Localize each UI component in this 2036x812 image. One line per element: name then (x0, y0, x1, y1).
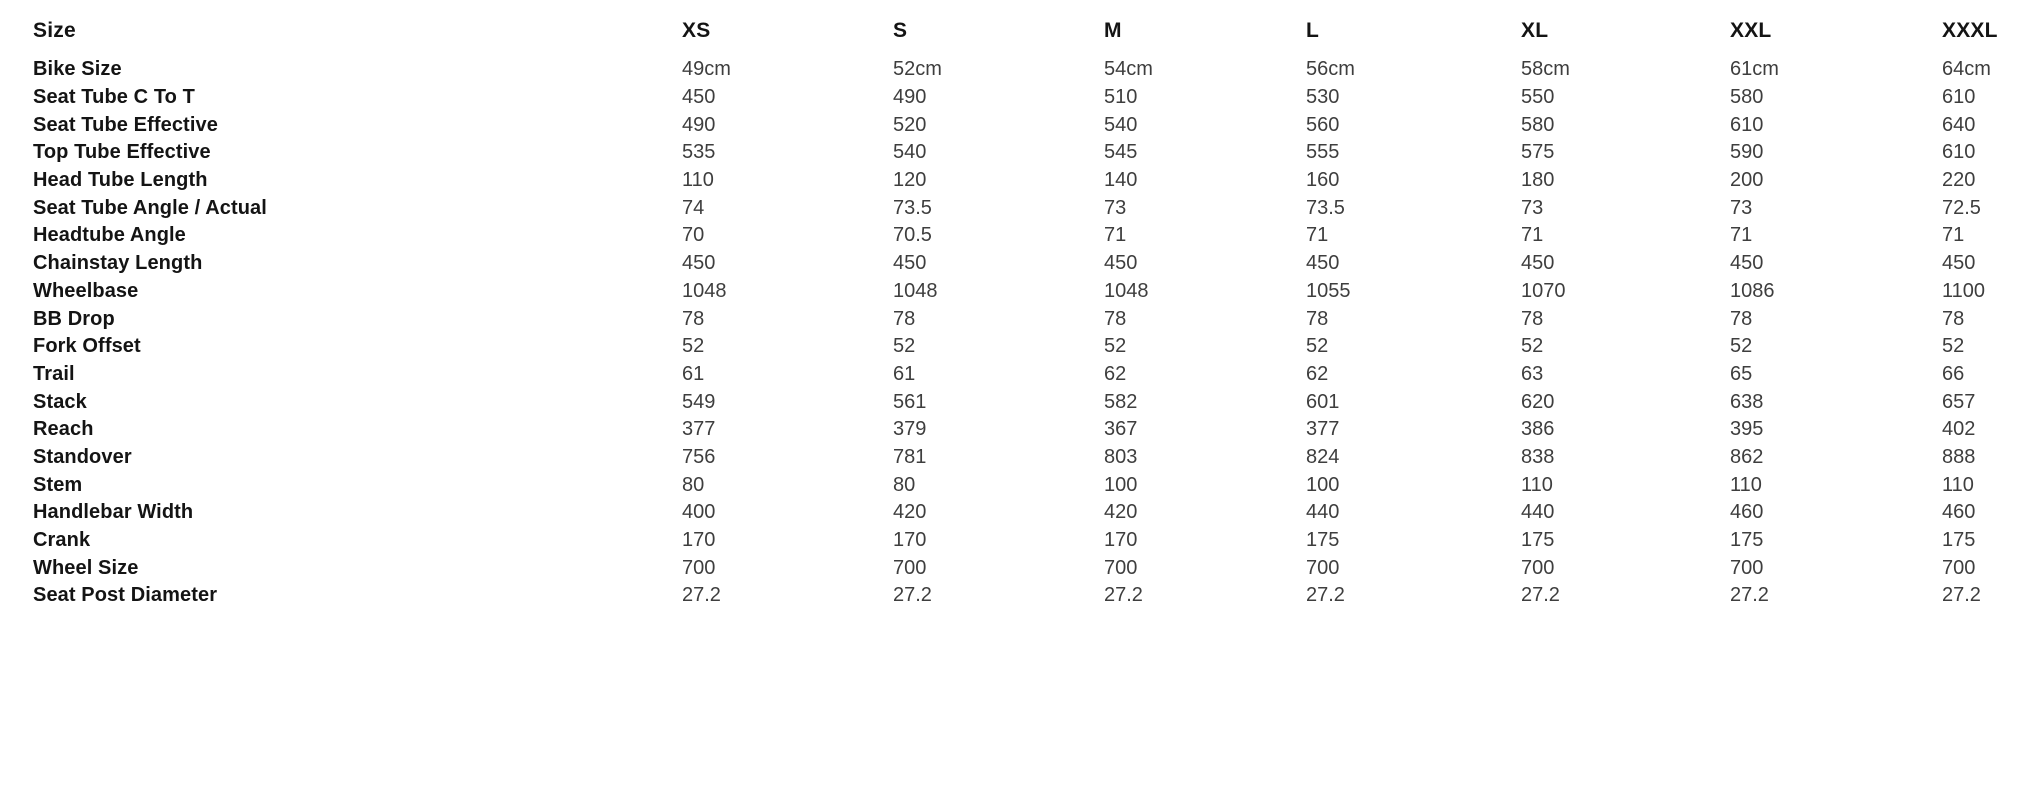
cell-value: 460 (1730, 501, 1764, 524)
cell-value: 71 (1521, 224, 1544, 247)
cell-value: 610 (1942, 141, 1976, 164)
cell-value: 170 (893, 529, 927, 552)
cell-value: 657 (1942, 390, 1976, 413)
cell-value: 550 (1521, 86, 1555, 109)
table-row (33, 527, 2036, 555)
row-label: Wheelbase (33, 279, 139, 302)
cell-value: 450 (1104, 252, 1138, 275)
cell-value: 27.2 (1104, 584, 1143, 607)
cell-value: 640 (1942, 113, 1976, 136)
cell-value: 52 (1306, 335, 1329, 358)
cell-value: 1086 (1730, 279, 1775, 302)
cell-value: 27.2 (1306, 584, 1345, 607)
cell-value: 52 (682, 335, 705, 358)
size-column-header-m: M (1104, 19, 1122, 42)
cell-value: 888 (1942, 445, 1976, 468)
cell-value: 52cm (893, 58, 942, 81)
cell-value: 63 (1521, 362, 1544, 385)
cell-value: 160 (1306, 169, 1340, 192)
cell-value: 700 (682, 556, 716, 579)
table-row (33, 167, 2036, 195)
cell-value: 756 (682, 445, 716, 468)
cell-value: 71 (1306, 224, 1329, 247)
cell-value: 110 (682, 169, 714, 192)
cell-value: 450 (1942, 252, 1976, 275)
row-label: Seat Post Diameter (33, 584, 218, 607)
cell-value: 700 (1521, 556, 1555, 579)
row-label: Chainstay Length (33, 252, 203, 275)
cell-value: 610 (1730, 113, 1764, 136)
size-column-header-xl: XL (1521, 19, 1549, 42)
cell-value: 27.2 (1730, 584, 1769, 607)
row-label: Handlebar Width (33, 501, 194, 524)
row-label: Seat Tube C To T (33, 86, 195, 109)
cell-value: 367 (1104, 418, 1138, 441)
table-row (33, 444, 2036, 472)
cell-value: 78 (1942, 307, 1965, 330)
row-label: Headtube Angle (33, 224, 186, 247)
cell-value: 64cm (1942, 58, 1991, 81)
row-label: Bike Size (33, 58, 122, 81)
cell-value: 440 (1521, 501, 1555, 524)
size-column-header-xs: XS (682, 19, 711, 42)
row-label: Crank (33, 529, 91, 552)
cell-value: 601 (1306, 390, 1340, 413)
table-row (33, 56, 2036, 84)
cell-value: 170 (1104, 529, 1138, 552)
cell-value: 490 (893, 86, 927, 109)
row-label: Fork Offset (33, 335, 141, 358)
cell-value: 100 (1306, 473, 1340, 496)
cell-value: 80 (893, 473, 916, 496)
row-label: Standover (33, 445, 132, 468)
cell-value: 700 (1730, 556, 1764, 579)
cell-value: 700 (1104, 556, 1138, 579)
cell-value: 700 (1942, 556, 1976, 579)
size-column-header-s: S (893, 19, 908, 42)
cell-value: 52 (1942, 335, 1965, 358)
cell-value: 582 (1104, 390, 1138, 413)
table-row (33, 222, 2036, 250)
cell-value: 54cm (1104, 58, 1153, 81)
row-label: BB Drop (33, 307, 115, 330)
cell-value: 781 (893, 445, 927, 468)
table-row (33, 84, 2036, 112)
cell-value: 73 (1104, 196, 1127, 219)
cell-value: 52 (893, 335, 916, 358)
cell-value: 71 (1104, 224, 1127, 247)
cell-value: 78 (1521, 307, 1544, 330)
cell-value: 1100 (1942, 279, 1986, 302)
table-row (33, 305, 2036, 333)
header-row (33, 14, 2036, 56)
size-column-header-xxl: XXL (1730, 19, 1772, 42)
row-label: Stack (33, 390, 87, 413)
cell-value: 200 (1730, 169, 1764, 192)
table-row (33, 361, 2036, 389)
cell-value: 620 (1521, 390, 1555, 413)
cell-value: 460 (1942, 501, 1976, 524)
cell-value: 220 (1942, 169, 1976, 192)
cell-value: 561 (893, 390, 927, 413)
cell-value: 71 (1730, 224, 1753, 247)
cell-value: 49cm (682, 58, 731, 81)
cell-value: 575 (1521, 141, 1555, 164)
cell-value: 73 (1730, 196, 1753, 219)
cell-value: 110 (1730, 473, 1762, 496)
cell-value: 56cm (1306, 58, 1355, 81)
cell-value: 450 (1306, 252, 1340, 275)
cell-value: 560 (1306, 113, 1340, 136)
table-row (33, 416, 2036, 444)
cell-value: 140 (1104, 169, 1138, 192)
table-row (33, 111, 2036, 139)
cell-value: 52 (1521, 335, 1544, 358)
cell-value: 379 (893, 418, 927, 441)
cell-value: 78 (682, 307, 705, 330)
cell-value: 1048 (1104, 279, 1149, 302)
cell-value: 545 (1104, 141, 1138, 164)
row-label: Wheel Size (33, 556, 139, 579)
cell-value: 420 (893, 501, 927, 524)
cell-value: 440 (1306, 501, 1340, 524)
cell-value: 73.5 (1306, 196, 1345, 219)
table-row (33, 388, 2036, 416)
cell-value: 450 (893, 252, 927, 275)
row-label: Head Tube Length (33, 169, 208, 192)
cell-value: 80 (682, 473, 705, 496)
table-row (33, 582, 2036, 610)
row-label: Reach (33, 418, 94, 441)
cell-value: 70 (682, 224, 705, 247)
geometry-table-body (33, 56, 2036, 610)
cell-value: 549 (682, 390, 716, 413)
cell-value: 1070 (1521, 279, 1566, 302)
cell-value: 74 (682, 196, 705, 219)
table-row (33, 250, 2036, 278)
cell-value: 71 (1942, 224, 1965, 247)
cell-value: 73 (1521, 196, 1544, 219)
cell-value: 72.5 (1942, 196, 1981, 219)
cell-value: 1055 (1306, 279, 1351, 302)
cell-value: 700 (1306, 556, 1340, 579)
table-row (33, 554, 2036, 582)
cell-value: 175 (1306, 529, 1340, 552)
size-header-label: Size (33, 19, 76, 42)
cell-value: 700 (893, 556, 927, 579)
cell-value: 377 (1306, 418, 1340, 441)
table-row (33, 471, 2036, 499)
cell-value: 175 (1521, 529, 1555, 552)
cell-value: 175 (1942, 529, 1976, 552)
cell-value: 838 (1521, 445, 1555, 468)
cell-value: 70.5 (893, 224, 932, 247)
table-row (33, 278, 2036, 306)
cell-value: 580 (1521, 113, 1555, 136)
cell-value: 78 (1306, 307, 1329, 330)
size-column-header-xxxl: XXXL (1942, 19, 1998, 42)
table-row (33, 139, 2036, 167)
cell-value: 62 (1306, 362, 1329, 385)
cell-value: 580 (1730, 86, 1764, 109)
cell-value: 400 (682, 501, 716, 524)
cell-value: 510 (1104, 86, 1138, 109)
row-label: Trail (33, 362, 75, 385)
cell-value: 530 (1306, 86, 1340, 109)
cell-value: 175 (1730, 529, 1764, 552)
row-label: Top Tube Effective (33, 141, 211, 164)
cell-value: 450 (1730, 252, 1764, 275)
cell-value: 540 (1104, 113, 1138, 136)
cell-value: 450 (682, 252, 716, 275)
table-row (33, 194, 2036, 222)
cell-value: 862 (1730, 445, 1764, 468)
cell-value: 110 (1521, 473, 1553, 496)
cell-value: 73.5 (893, 196, 932, 219)
table-row (33, 499, 2036, 527)
cell-value: 65 (1730, 362, 1753, 385)
cell-value: 52 (1730, 335, 1753, 358)
cell-value: 402 (1942, 418, 1976, 441)
cell-value: 78 (893, 307, 916, 330)
size-column-header-l: L (1306, 19, 1320, 42)
cell-value: 824 (1306, 445, 1340, 468)
cell-value: 638 (1730, 390, 1764, 413)
cell-value: 520 (893, 113, 927, 136)
cell-value: 170 (682, 529, 716, 552)
cell-value: 110 (1942, 473, 1974, 496)
cell-value: 490 (682, 113, 716, 136)
cell-value: 61 (682, 362, 705, 385)
cell-value: 540 (893, 141, 927, 164)
cell-value: 100 (1104, 473, 1138, 496)
cell-value: 590 (1730, 141, 1764, 164)
cell-value: 395 (1730, 418, 1764, 441)
cell-value: 803 (1104, 445, 1138, 468)
cell-value: 450 (1521, 252, 1555, 275)
cell-value: 78 (1730, 307, 1753, 330)
geometry-table (33, 14, 2036, 610)
cell-value: 420 (1104, 501, 1138, 524)
cell-value: 62 (1104, 362, 1127, 385)
cell-value: 535 (682, 141, 716, 164)
cell-value: 58cm (1521, 58, 1570, 81)
cell-value: 27.2 (1942, 584, 1981, 607)
cell-value: 377 (682, 418, 716, 441)
cell-value: 555 (1306, 141, 1340, 164)
cell-value: 27.2 (682, 584, 721, 607)
cell-value: 1048 (893, 279, 938, 302)
row-label: Seat Tube Effective (33, 113, 218, 136)
cell-value: 610 (1942, 86, 1976, 109)
cell-value: 1048 (682, 279, 727, 302)
cell-value: 27.2 (893, 584, 932, 607)
cell-value: 61cm (1730, 58, 1779, 81)
cell-value: 386 (1521, 418, 1555, 441)
cell-value: 450 (682, 86, 716, 109)
table-row (33, 333, 2036, 361)
cell-value: 120 (893, 169, 927, 192)
cell-value: 52 (1104, 335, 1127, 358)
row-label: Stem (33, 473, 83, 496)
cell-value: 27.2 (1521, 584, 1560, 607)
cell-value: 61 (893, 362, 916, 385)
row-label: Seat Tube Angle / Actual (33, 196, 267, 219)
cell-value: 180 (1521, 169, 1555, 192)
cell-value: 78 (1104, 307, 1127, 330)
cell-value: 66 (1942, 362, 1965, 385)
